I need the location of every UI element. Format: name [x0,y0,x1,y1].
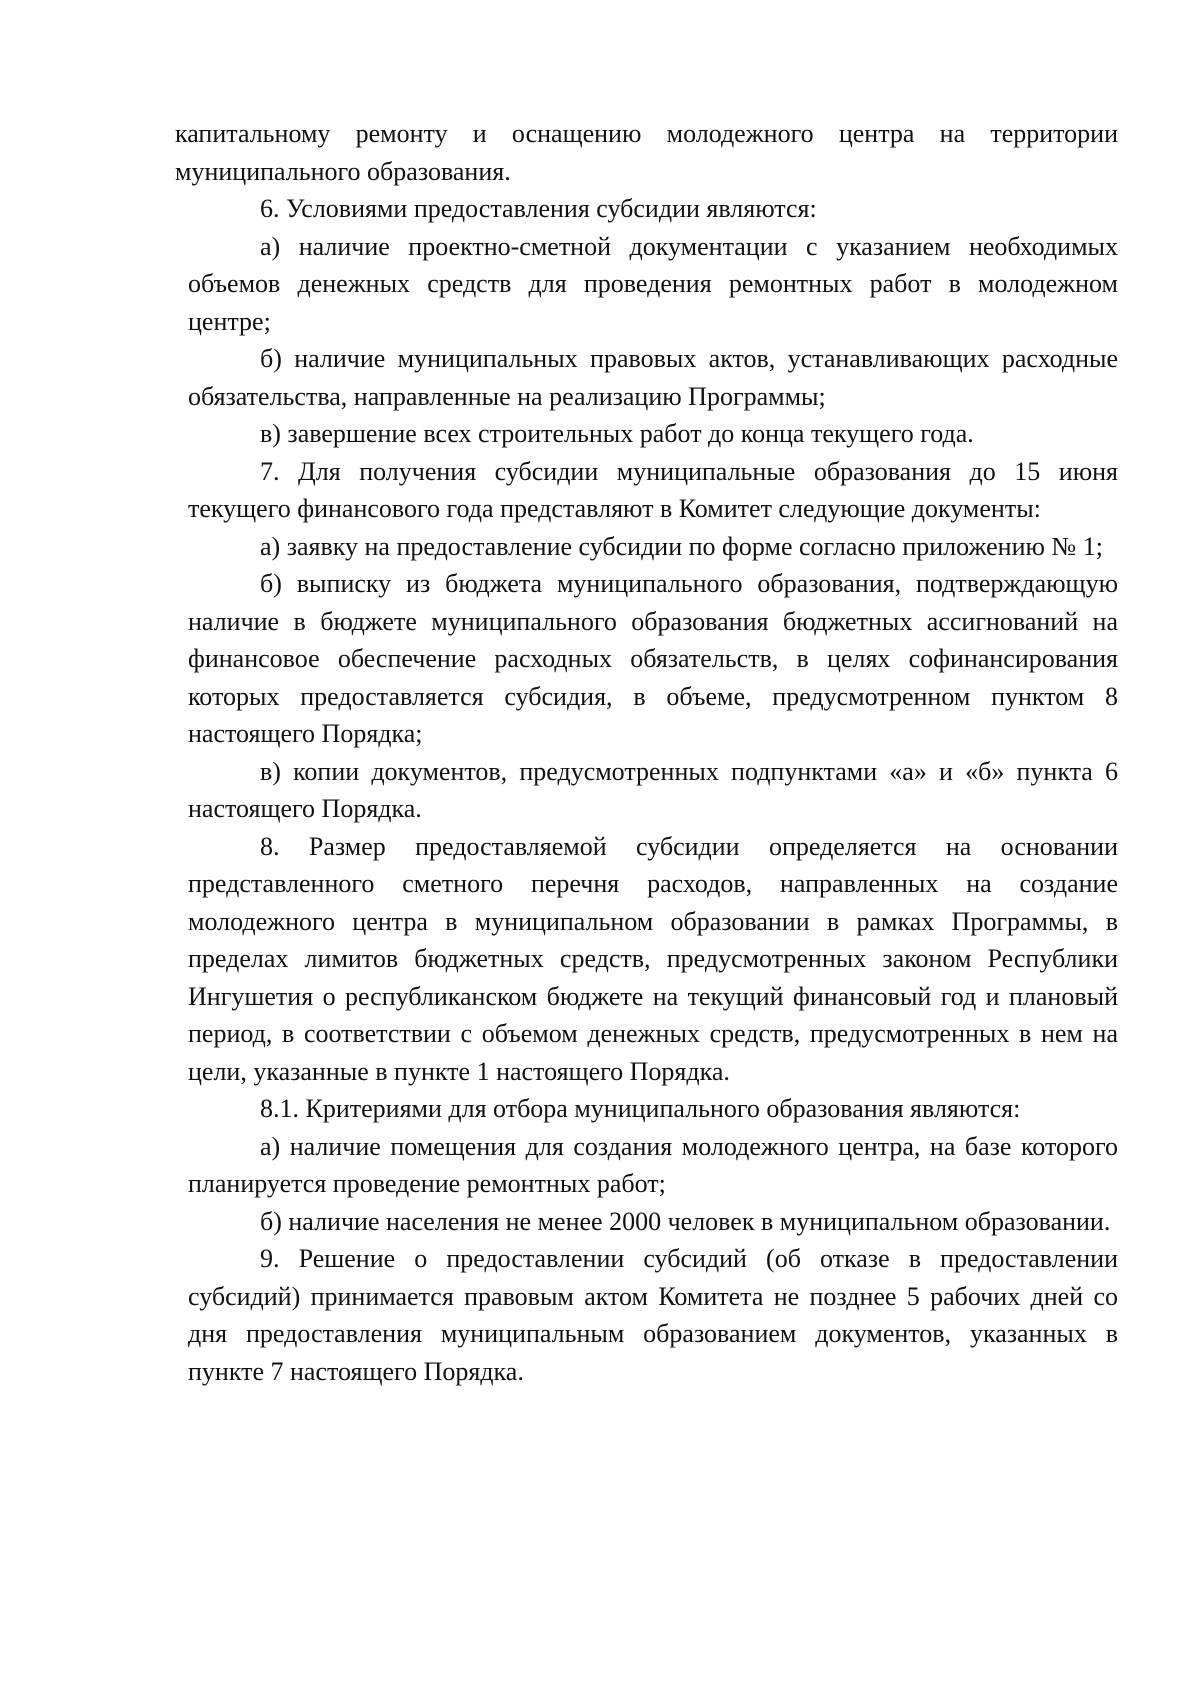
paragraph-9-decision: 9. Решение о предоставлении субсидий (об отказе в предоставлении субсидий) принимается правовым актом Комитета не позднее 5 рабочих дней со дня предоставления муниципальным образованием документов, указанных в пункте 7 настоящего Порядка. [188,1244,1118,1386]
paragraph-7a: а) заявку на предоставление субсидии по форме согласно приложению № 1; [260,531,1103,561]
paragraph-6-conditions: 6. Условиями предоставления субсидии являются: [260,194,817,223]
paragraph-continuation: капитальному ремонту и оснащению молодежного центра на территории муниципального образования. [175,119,1118,186]
paragraph-8-1b: б) наличие населения не менее 2000 человек в муниципальном образовании. [260,1206,1111,1236]
paragraph-6b: б) наличие муниципальных правовых актов, устанавливающих расходные обязательства, направленные на реализацию Программы; [188,344,1118,411]
document-body [175,115,1118,1390]
paragraph-8-1-criteria: 8.1. Критериями для отбора муниципального образования являются: [260,1094,1021,1123]
paragraph-7b: б) выписку из бюджета муниципального образования, подтверждающую наличие в бюджете муниципального образования бюджетных ассигнований на финансовое обеспечение расходных обязательств, в целях софинансирования которых предоставляется субсидия, в объеме, предусмотренном пунктом 8 настоящего Порядка; [188,569,1118,748]
paragraph-6a: а) наличие проектно-сметной документации с указанием необходимых объемов денежных средств для проведения ремонтных работ в молодежном центре; [188,231,1118,336]
paragraph-8-1a: а) наличие помещения для создания молодежного центра, на базе которого планируется проведение ремонтных работ; [188,1131,1118,1198]
paragraph-6c: в) завершение всех строительных работ до конца текущего года. [260,419,974,448]
paragraph-8-amount: 8. Размер предоставляемой субсидии определяется на основании представленного сметного перечня расходов, направленных на создание молодежного центра в муниципальном образовании в рамках Программы, в пределах лимитов бюджетных средств, предусмотренных законом Республики Ингушетия о республиканском бюджете на текущий финансовый год и плановый период, в соответствии с объемом денежных средств, предусмотренных в нем на цели, указанные в пункте 1 настоящего Порядка. [188,831,1118,1086]
paragraph-7c: в) копии документов, предусмотренных подпунктами «а» и «б» пункта 6 настоящего Порядка. [188,756,1118,823]
paragraph-7-documents: 7. Для получения субсидии муниципальные образования до 15 июня текущего финансового года представляют в Комитет следующие документы: [188,456,1118,523]
